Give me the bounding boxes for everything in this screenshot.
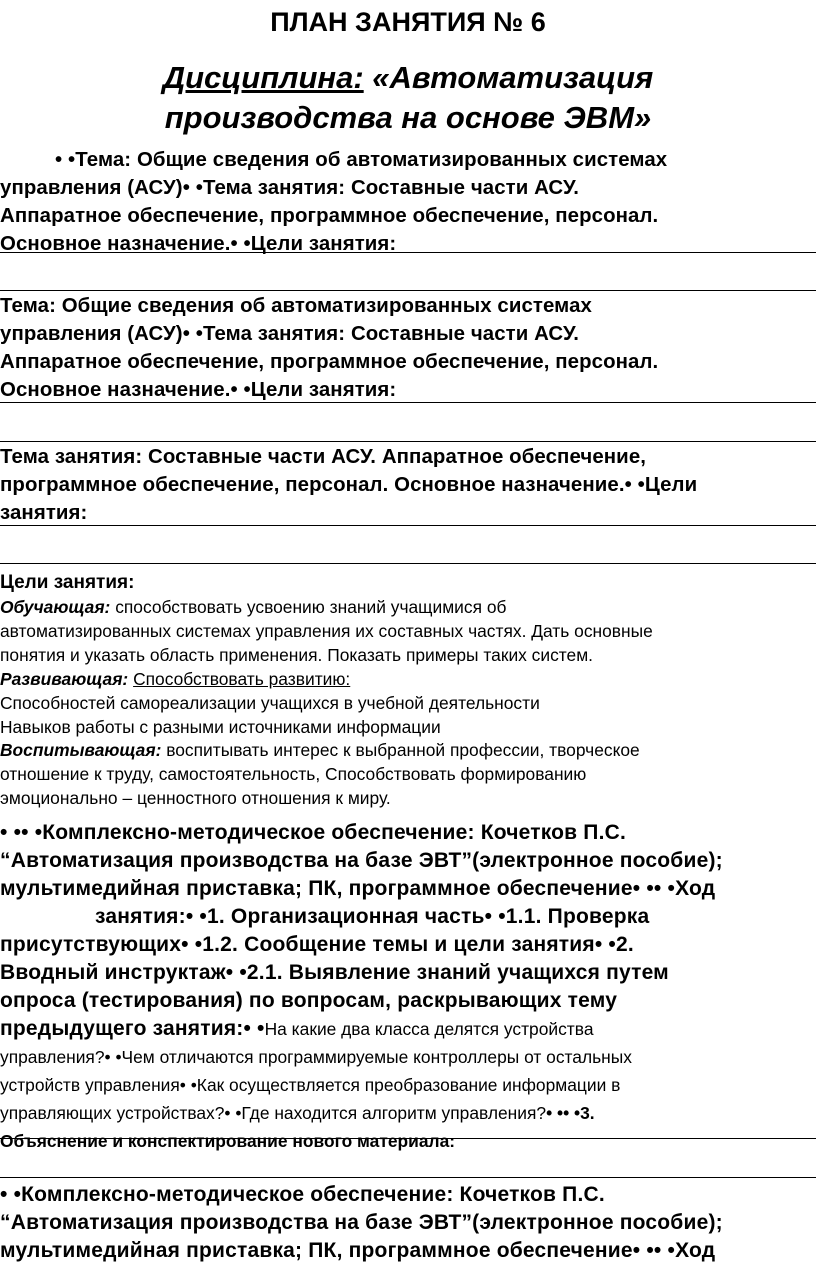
methodical-support-block: • •• •Комплексно-методическое обеспечение: Кочетков П.С. “Автоматизация производства на базе ЭВТ”(электронное пособие); мультимедийная приставка; ПК, программное обеспечение• •• •Ход занятия:• •1. Организационная часть• •1.1. Проверка присутствующих• •1.2. Сообщение темы и цели занятия• •2. Вводный инструктаж• •2.1. Выявление знаний учащихся путем опроса (тестирования) по вопросам, раскрывающих тему предыдущего занятия:• •На какие два класса делятся устройства управления?• •Чем отличаются программируемые контроллеры от остальных устройств управления• •Как осуществляется преобразование информации в управляющих устройствах?• •Где находится алгоритм управления?• •• •3. Объяснение и конспектирование нового материала: bbox=[0, 819, 816, 1155]
question-line: устройств управления• •Как осуществляется преобразование информации в bbox=[0, 1075, 621, 1095]
topic-block-3-line: программное обеспечение, персонал. Основное назначение.• •Цели bbox=[0, 474, 698, 496]
goal-teaching: Обучающая: способствовать усвоению знаний учащимися об автоматизированных системах управления их составных частях. Дать основные понятия и указать область применения. Показать примеры таких систем. bbox=[0, 597, 653, 665]
divider-line bbox=[0, 252, 816, 253]
goal-developing: Развивающая: Способствовать развитию: Способностей самореализации учащихся в учебной деятельности Навыков работы с разными источниками информации bbox=[0, 668, 816, 740]
goal-educating-label: Воспитывающая: bbox=[0, 740, 162, 761]
topic-block-2-line: Основное назначение.• •Цели занятия: bbox=[0, 379, 397, 401]
topic-block-3-line: занятия: bbox=[0, 502, 88, 524]
discipline-line-1 bbox=[0, 58, 816, 98]
topic-block-2 bbox=[0, 292, 816, 404]
divider-line bbox=[0, 1177, 816, 1178]
divider-line bbox=[0, 1138, 816, 1139]
topic-block-3 bbox=[0, 443, 816, 527]
discipline-name-part-2: производства на основе ЭВМ» bbox=[164, 100, 652, 135]
methodical-support-repeat: • •Комплексно-методическое обеспечение: Кочетков П.С. “Автоматизация производства на базе ЭВТ”(электронное пособие); мультимедийная приставка; ПК, программное обеспечение• •• •Ход bbox=[0, 1183, 723, 1262]
divider-line bbox=[0, 441, 816, 442]
discipline-name-part-1: «Автоматизация bbox=[363, 60, 654, 95]
topic-block-2-line: Тема: Общие сведения об автоматизированных системах bbox=[0, 295, 592, 317]
goal-educating: Воспитывающая: воспитывать интерес к выбранной профессии, творческое отношение к труду, самостоятельность, Способствовать формированию эмоционально – ценностного отношения к миру. bbox=[0, 740, 640, 809]
goal-developing-label: Развивающая: bbox=[0, 668, 129, 689]
topic-block-1-line: • •Тема: Общие сведения об автоматизированных системах bbox=[55, 149, 668, 171]
topic-block-2-line: Аппаратное обеспечение, программное обеспечение, персонал. bbox=[0, 351, 659, 373]
topic-block-1-line: Аппаратное обеспечение, программное обеспечение, персонал. bbox=[0, 205, 659, 227]
topic-block-2-line: управления (АСУ)• •Тема занятия: Составные части АСУ. bbox=[0, 323, 579, 345]
discipline-label: Дисциплина: bbox=[162, 60, 364, 95]
divider-line bbox=[0, 525, 816, 526]
divider-line bbox=[0, 402, 816, 403]
divider-line bbox=[0, 563, 816, 564]
page-title: ПЛАН ЗАНЯТИЯ № 6 bbox=[270, 7, 546, 37]
goal-developing-item: Навыков работы с разными источниками информации bbox=[0, 716, 441, 737]
topic-block-1-line: управления (АСУ)• •Тема занятия: Составные части АСУ. bbox=[0, 177, 579, 199]
goal-teaching-label: Обучающая: bbox=[0, 597, 111, 617]
goal-developing-item: Способностей самореализации учащихся в учебной деятельности bbox=[0, 692, 540, 713]
question-line: управления?• •Чем отличаются программируемые контроллеры от остальных bbox=[0, 1047, 632, 1067]
topic-block-1-line: Основное назначение.• •Цели занятия: bbox=[0, 233, 397, 255]
divider-line bbox=[0, 290, 816, 291]
new-material-heading: Объяснение и конспектирование нового материала: bbox=[0, 1131, 456, 1151]
topic-block-3-line: Тема занятия: Составные части АСУ. Аппаратное обеспечение, bbox=[0, 446, 647, 468]
topic-block-1 bbox=[0, 146, 816, 258]
discipline-heading bbox=[0, 58, 816, 138]
lesson-goals bbox=[0, 569, 816, 811]
goals-heading: Цели занятия: bbox=[0, 572, 135, 593]
